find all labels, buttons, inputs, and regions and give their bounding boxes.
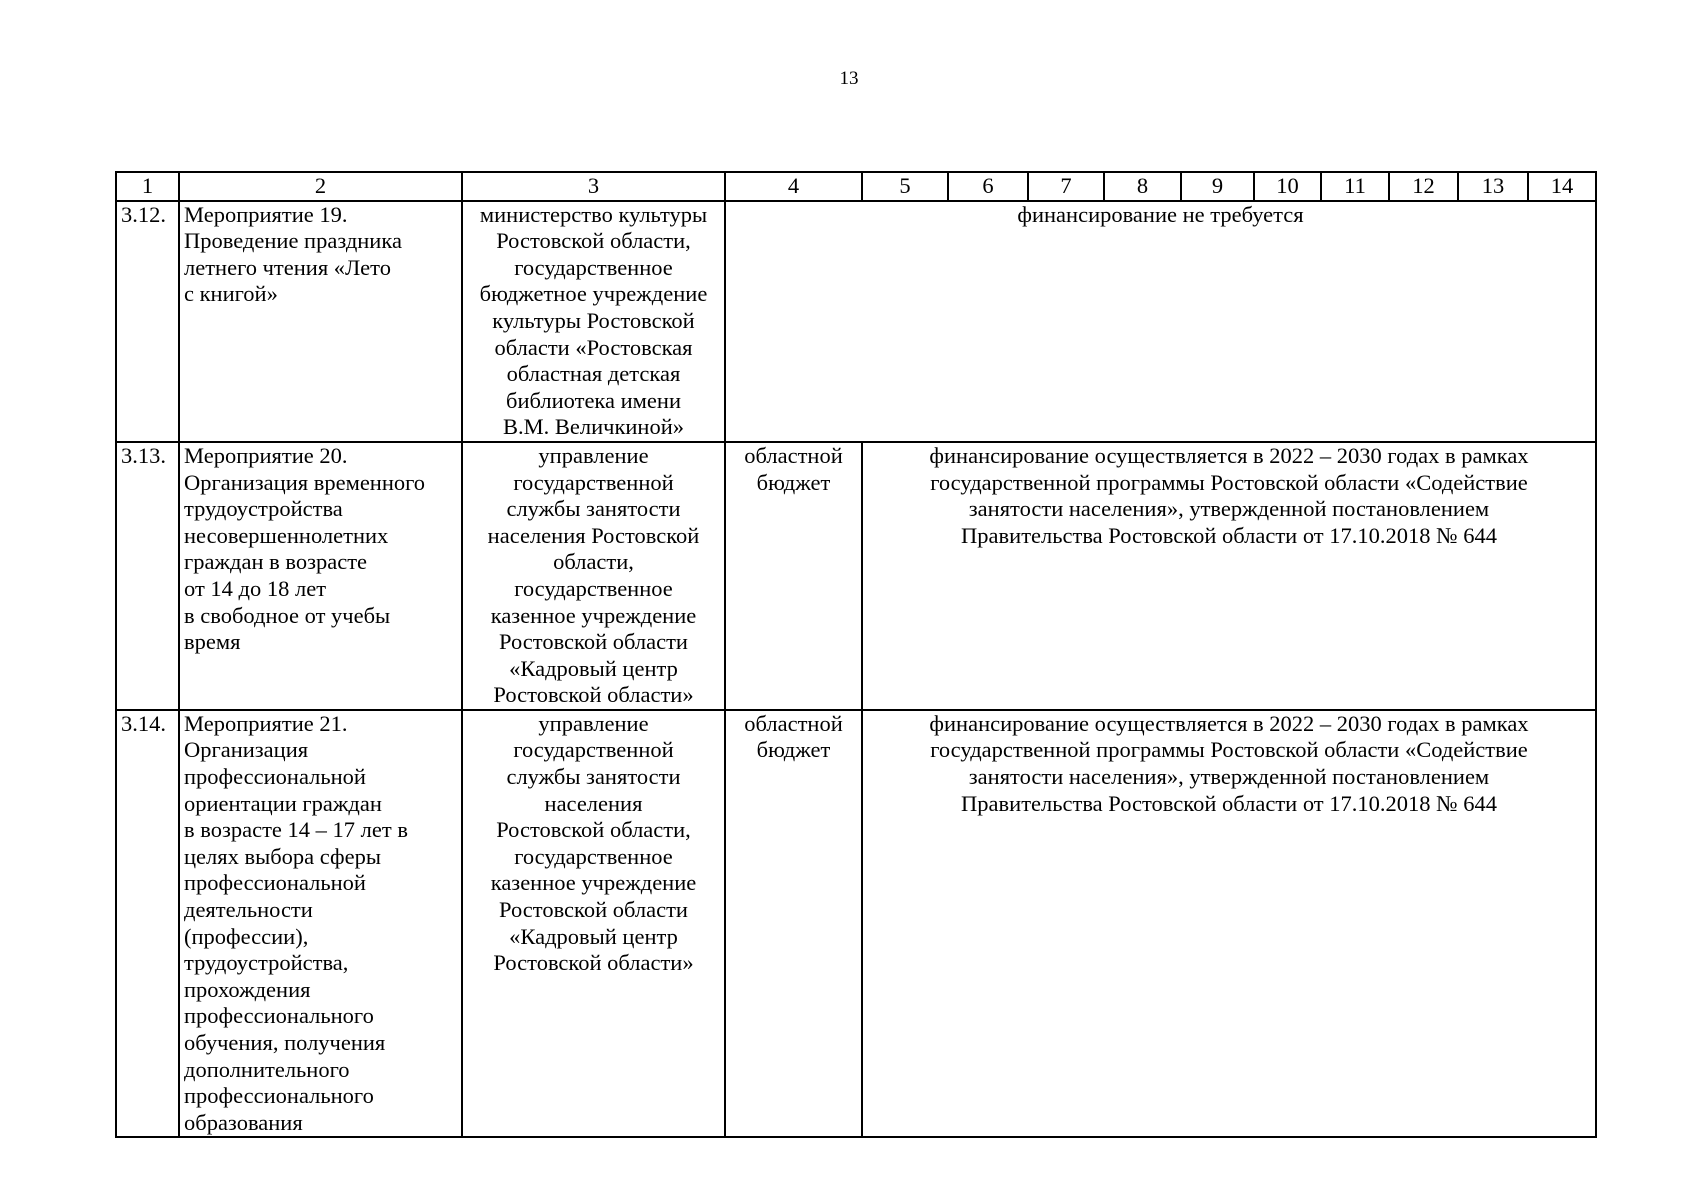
row-number-cell xyxy=(116,442,179,710)
funding-source: областной бюджет xyxy=(744,710,843,763)
column-header-4: 4 xyxy=(725,172,862,201)
financing-cell xyxy=(725,201,1596,442)
executor-cell xyxy=(462,201,725,442)
column-header-10: 10 xyxy=(1254,172,1321,201)
column-header-6: 6 xyxy=(948,172,1028,201)
funding-source: областной бюджет xyxy=(744,442,843,495)
measure-name: Мероприятие 19. Проведение праздника летнего чтения «Лето с книгой» xyxy=(184,201,402,307)
executor-name: управление государственной службы занятости населения Ростовской области, государственное казенное учреждение Ростовской области «Кадровый центр Ростовской области» xyxy=(490,710,697,976)
measure-cell xyxy=(179,201,462,442)
executor-cell xyxy=(462,442,725,710)
page-number: 13 xyxy=(839,68,859,89)
funding-source-cell xyxy=(725,710,862,1138)
table-row xyxy=(116,710,1596,1138)
measure-name: Мероприятие 21. Организация профессиональной ориентации граждан в возрасте 14 – 17 лет в целях выбора сферы профессиональной деятельности (профессии), трудоустройства, прохождения профессионального обучения, получения дополнительного профессионального образования xyxy=(184,710,408,1135)
program-table xyxy=(115,171,1597,1138)
measure-name: Мероприятие 20. Организация временного трудоустройства несовершеннолетних граждан в возрасте от 14 до 18 лет в свободное от учебы время xyxy=(184,442,426,655)
column-number-row xyxy=(116,172,1596,201)
column-header-7: 7 xyxy=(1028,172,1104,201)
funding-source-cell xyxy=(725,442,862,710)
row-number: 3.12. xyxy=(121,201,166,227)
executor-cell xyxy=(462,710,725,1138)
financing-note: финансирование осуществляется в 2022 – 2030 годах в рамках государственной программы Ростовской области «Содействие занятости населения», утвержденной постановлением Правительства Ростовской области от 17.10.2018 № 644 xyxy=(929,710,1529,816)
table-row xyxy=(116,442,1596,710)
row-number: 3.14. xyxy=(121,710,166,736)
column-header-14: 14 xyxy=(1528,172,1596,201)
executor-name: министерство культуры Ростовской области, государственное бюджетное учреждение культуры Ростовской области «Ростовская областная детская библиотека имени В.М. Величкиной» xyxy=(479,201,708,440)
row-number-cell xyxy=(116,201,179,442)
measure-cell xyxy=(179,710,462,1138)
financing-cell xyxy=(862,710,1596,1138)
column-header-1: 1 xyxy=(116,172,179,201)
column-header-8: 8 xyxy=(1104,172,1181,201)
column-header-12: 12 xyxy=(1389,172,1458,201)
table-row xyxy=(116,201,1596,442)
row-number: 3.13. xyxy=(121,442,166,468)
column-header-5: 5 xyxy=(862,172,948,201)
executor-name: управление государственной службы занятости населения Ростовской области, государственное казенное учреждение Ростовской области «Кадровый центр Ростовской области» xyxy=(487,442,700,708)
financing-note: финансирование не требуется xyxy=(1017,201,1304,227)
financing-cell xyxy=(862,442,1596,710)
financing-note: финансирование осуществляется в 2022 – 2030 годах в рамках государственной программы Ростовской области «Содействие занятости населения», утвержденной постановлением Правительства Ростовской области от 17.10.2018 № 644 xyxy=(929,442,1529,548)
row-number-cell xyxy=(116,710,179,1138)
column-header-3: 3 xyxy=(462,172,725,201)
column-header-11: 11 xyxy=(1321,172,1389,201)
column-header-2: 2 xyxy=(179,172,462,201)
measure-cell xyxy=(179,442,462,710)
column-header-9: 9 xyxy=(1181,172,1254,201)
column-header-13: 13 xyxy=(1458,172,1528,201)
